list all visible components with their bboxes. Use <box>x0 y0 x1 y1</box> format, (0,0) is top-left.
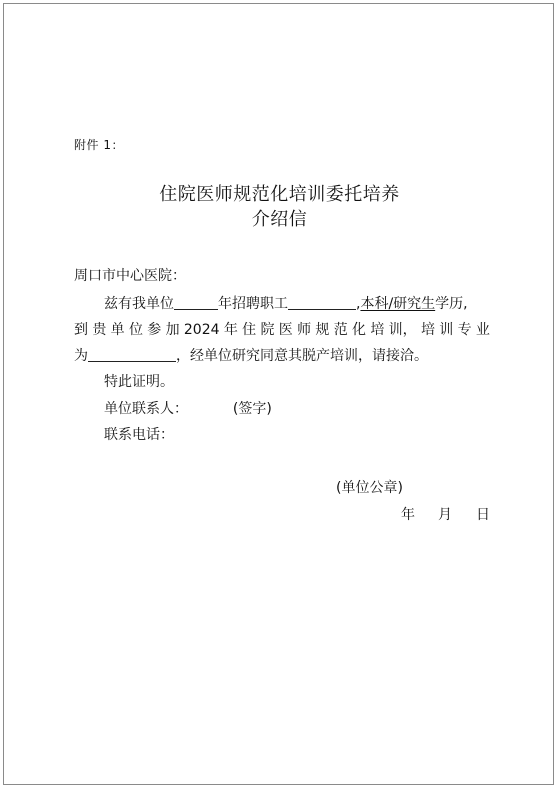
contact-label: 单位联系人： <box>104 401 188 417</box>
para2-char: 范 <box>333 322 348 338</box>
seal-label: (单位公章) <box>336 480 403 496</box>
para1-text-2: 年招聘职工 <box>218 296 288 312</box>
para2-char: 到 <box>74 322 88 338</box>
para2-char: 训， <box>388 322 417 338</box>
para2-char: 师 <box>297 322 312 338</box>
para3-text-1: 为 <box>74 348 88 364</box>
para2-char: 规 <box>315 322 330 338</box>
employee-blank <box>288 295 356 310</box>
para1-text-1: 兹有我单位 <box>104 296 174 312</box>
para1-text-3: , <box>356 296 361 312</box>
paragraph-3 <box>74 346 428 366</box>
para2-char: 业 <box>475 322 490 338</box>
specialty-blank <box>88 347 176 362</box>
paragraph-1 <box>104 294 468 314</box>
para2-char: 培 <box>370 322 385 338</box>
certify-text: 特此证明。 <box>104 374 174 390</box>
date-month: 月 <box>438 507 452 523</box>
contact-person-row <box>104 399 272 419</box>
para2-char: 专 <box>457 322 472 338</box>
page-border <box>3 3 554 785</box>
para2-char: 贵 <box>92 322 107 338</box>
para2-char: 化 <box>352 322 367 338</box>
paragraph-2 <box>74 320 490 340</box>
year-blank <box>174 295 218 310</box>
para3-text-2: ，经单位研究同意其脱产培训，请接洽。 <box>176 348 428 364</box>
para2-year: 2024 <box>183 322 220 338</box>
date-year: 年 <box>401 507 415 523</box>
para2-char: 培 <box>420 322 435 338</box>
para2-char: 院 <box>260 322 275 338</box>
document-subtitle: 介绍信 <box>251 209 308 230</box>
date-day: 日 <box>476 507 490 523</box>
para2-char: 住 <box>242 322 257 338</box>
para2-char: 参 <box>147 322 162 338</box>
addressee: 周口市中心医院： <box>74 268 186 284</box>
signature-label: (签字) <box>232 401 272 417</box>
para2-char: 位 <box>128 322 143 338</box>
attachment-label: 附件 1： <box>74 138 124 152</box>
document-title: 住院医师规范化培训委托培养 <box>159 184 400 205</box>
para2-char: 单 <box>110 322 125 338</box>
degree-field: 本科/研究生 <box>360 296 436 312</box>
phone-label: 联系电话： <box>104 427 174 443</box>
para2-char: 加 <box>165 322 180 338</box>
para1-text-4: 学历, <box>435 296 468 312</box>
para2-char: 年 <box>223 322 238 338</box>
para2-char: 训 <box>439 322 454 338</box>
para2-char: 医 <box>278 322 293 338</box>
